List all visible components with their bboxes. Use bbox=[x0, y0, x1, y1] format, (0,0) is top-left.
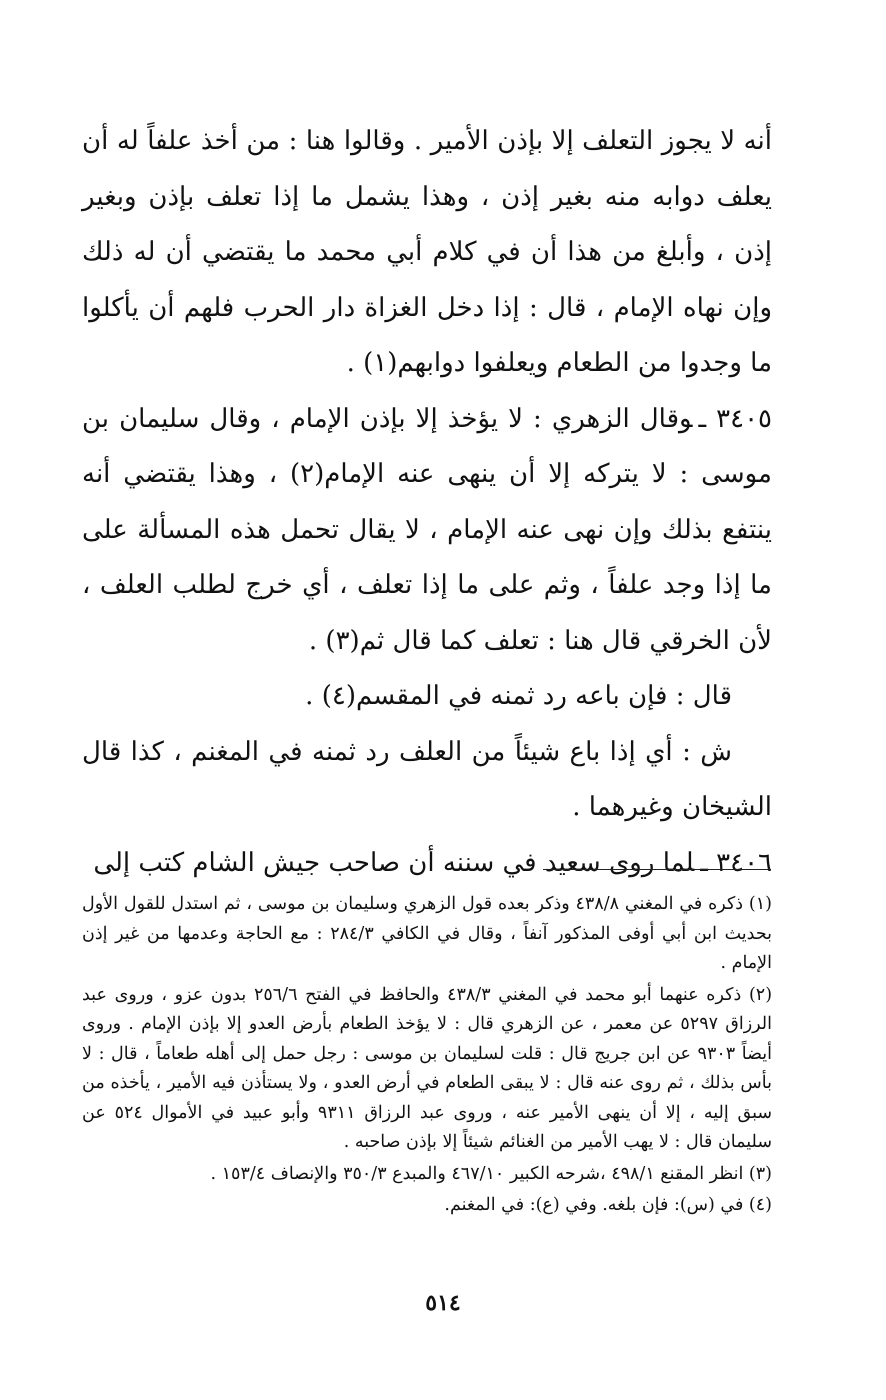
paragraph-qala bbox=[82, 669, 772, 725]
paragraph-text: أنه لا يجوز التعلف إلا بإذن الأمير . وقالوا هنا : من أخذ علفاً له أن يعلف دوابه منه بغير إذن ، وهذا يشمل ما إذا تعلف بإذن وبغير إذن ، وأبلغ من هذا أن في كلام أبي محمد ما يقتضي أن له ذلك وإن نهاه الإمام ، قال : إذا دخل الغزاة دار الحرب فلهم أن يأكلوا ما وجدوا من الطعام ويعلفوا دوابهم(١) . bbox=[82, 126, 772, 378]
paragraph-text: قال : فإن باعه رد ثمنه في المقسم(٤) . bbox=[305, 681, 732, 711]
footnote-divider bbox=[543, 869, 771, 870]
paragraph-text: لما روى سعيد في سننه أن صاحب جيش الشام كتب إلى bbox=[93, 847, 695, 878]
paragraph-number: ٣٤٠٦ ـ bbox=[700, 847, 772, 878]
paragraph-text: وقال الزهري : لا يؤخذ إلا بإذن الإمام ، وقال سليمان بن موسى : لا يتركه إلا أن ينهى عنه الإمام(٢) ، وهذا يقتضي أنه ينتفع بذلك وإن نهى عنه الإمام ، لا يقال تحمل هذه المسألة على ما إذا وجد علفاً ، وثم على ما إذا تعلف ، أي خرج لطلب العلف ، لأن الخرقي قال هنا : تعلف كما قال ثم(٣) . bbox=[82, 403, 772, 656]
main-text bbox=[82, 114, 772, 891]
paragraph-number: ٣٤٠٥ ـ bbox=[698, 403, 772, 434]
paragraph-3406 bbox=[82, 836, 772, 892]
footnotes bbox=[82, 890, 772, 1223]
page-number: ٥١٤ bbox=[425, 1290, 461, 1316]
footnote-4: (٤) في (س): فإن بلغه. وفي (ع): في المغنم. bbox=[444, 1195, 772, 1215]
paragraph-continuation bbox=[82, 114, 772, 392]
paragraph-text: ش : أي إذا باع شيئاً من العلف رد ثمنه في المغنم ، كذا قال الشيخان وغيرهما . bbox=[82, 736, 772, 822]
paragraph-3405 bbox=[82, 392, 772, 670]
paragraph-sharh bbox=[82, 725, 772, 836]
footnote-3: (٣) انظر المقنع ٤٩٨/١ ،شرحه الكبير ٤٦٧/١٠ والمبدع ٣٥٠/٣ والإنصاف ١٥٣/٤ . bbox=[210, 1163, 772, 1184]
footnote-2: (٢) ذكره عنهما أبو محمد في المغني ٤٣٨/٣ والحافظ في الفتح ٢٥٦/٦ بدون عزو ، وروى عبد الرزاق ٥٢٩٧ عن معمر ، عن الزهري قال : لا يؤخذ الطعام بأرض العدو إلا بإذن الإمام . وروى أيضاً ٩٣٠٣ عن ابن جريج قال : قلت لسليمان بن موسى : رجل حمل إلى أهله طعاماً ، قال : لا بأس بذلك ، ثم روى عنه قال : لا يبقى الطعام في أرض العدو ، ولا يستأذن فيه الأمير ، يأخذه من سبق إليه ، إلا أن ينهى الأمير عنه ، وروى عبد الرزاق ٩٣١١ وأبو عبيد في الأموال ٥٢٤ عن سليمان قال : لا يهب الأمير من الغنائم شيئاً إلا بإذن صاحبه . bbox=[82, 984, 773, 1152]
footnote-1: (١) ذكره في المغني ٤٣٨/٨ وذكر بعده قول الزهري وسليمان بن موسى ، ثم استدل للقول الأول بحديث ابن أبي أوفى المذكور آنفاً ، وقال في الكافي ٢٨٤/٣ : مع الحاجة وعدمها من غير إذن الإمام . bbox=[82, 894, 773, 973]
